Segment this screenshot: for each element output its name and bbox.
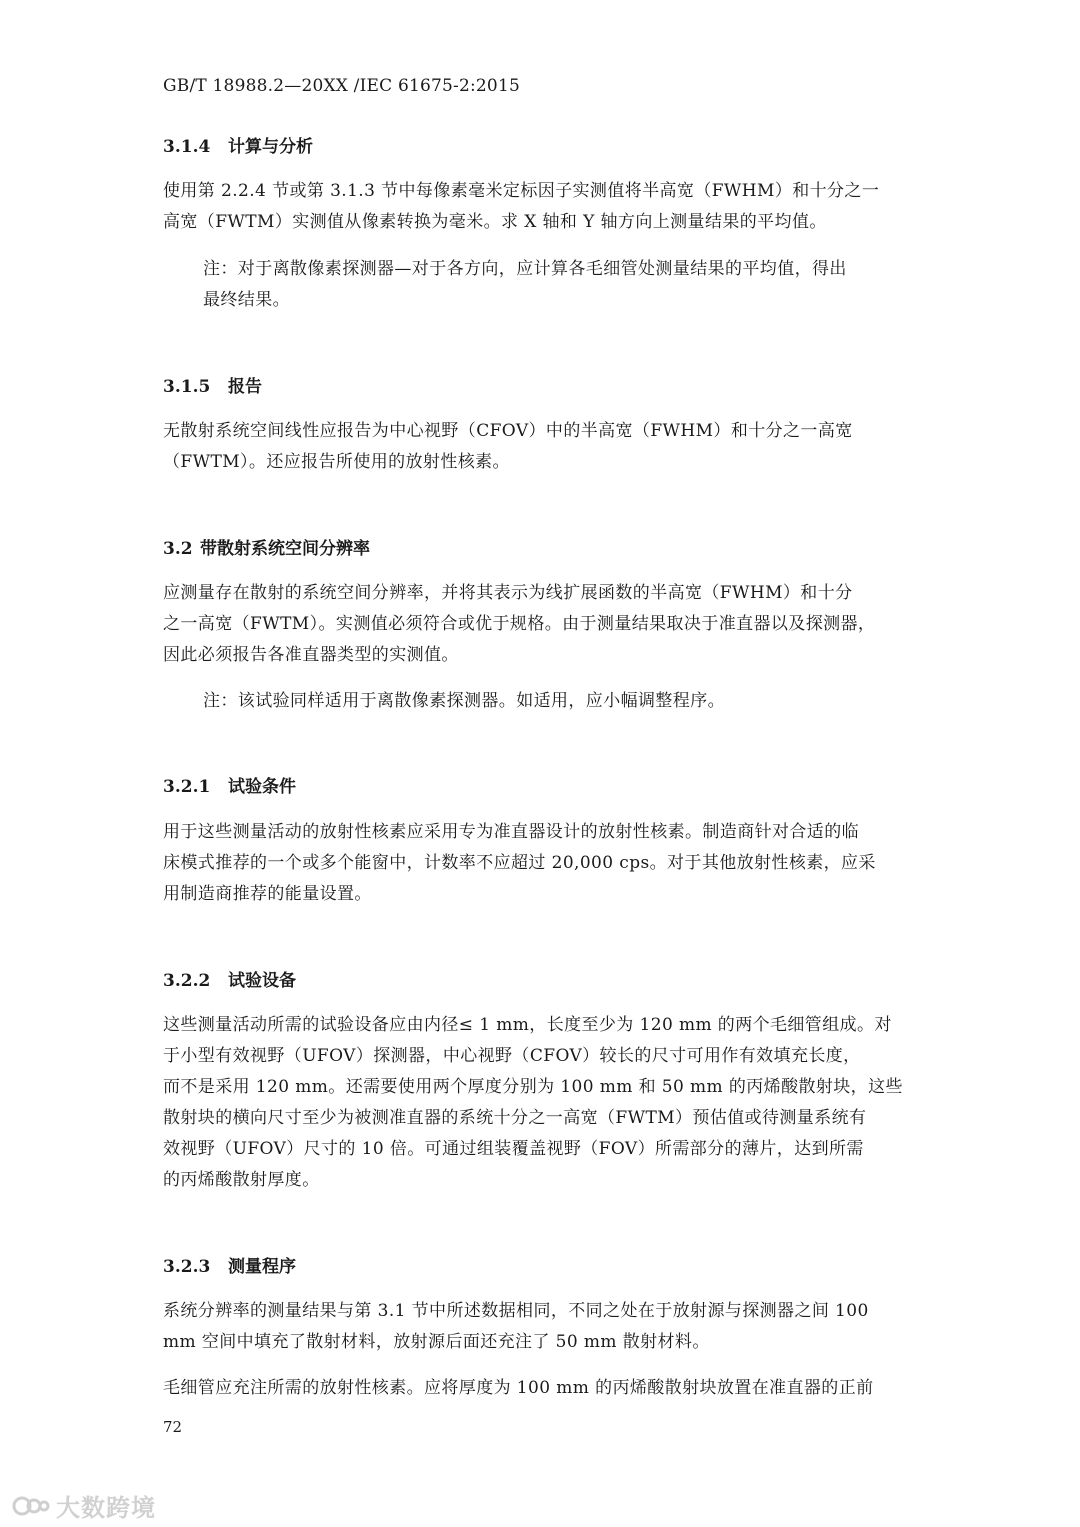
page-number: 72 [163,1418,183,1436]
section-title: 试验条件 [228,777,296,797]
note-line: 注：对于离散像素探测器—对于各方向，应计算各毛细管处测量结果的平均值，得出 [203,259,847,279]
section-heading-3-2-3 [163,1252,296,1277]
paragraph-line: 这些测量活动所需的试验设备应由内径≤ 1 mm，长度至少为 120 mm 的两个毛细管组成。对 [163,1015,892,1035]
paragraph-line: 床模式推荐的一个或多个能窗中，计数率不应超过 20,000 cps。对于其他放射性核素，应采 [163,853,876,873]
section-number: 3.2.2 [163,971,211,991]
section-number: 3.2.1 [163,777,211,797]
paragraph-line: 因此必须报告各准直器类型的实测值。 [163,645,459,665]
paragraph-line: 高宽（FWTM）实测值从像素转换为毫米。求 X 轴和 Y 轴方向上测量结果的平均值。 [163,212,827,232]
paragraph-line: 而不是采用 120 mm。还需要使用两个厚度分别为 100 mm 和 50 mm 的丙烯酸散射块，这些 [163,1077,903,1097]
watermark [12,1488,156,1523]
paragraph-line: （FWTM）。还应报告所使用的放射性核素。 [163,452,510,472]
note-line: 最终结果。 [203,290,290,310]
paragraph-line: 用于这些测量活动的放射性核素应采用专为准直器设计的放射性核素。制造商针对合适的临 [163,822,859,842]
section-heading-3-2-1 [163,772,296,797]
section-number: 3.2.3 [163,1257,211,1277]
section-heading-3-2 [163,534,370,559]
paragraph-line: 之一高宽（FWTM）。实测值必须符合或优于规格。由于测量结果取决于准直器以及探测器， [163,614,876,634]
section-number: 3.1.5 [163,377,211,397]
section-heading-3-2-2 [163,966,296,991]
paragraph-line: 使用第 2.2.4 节或第 3.1.3 节中每像素毫米定标因子实测值将半高宽（FWHM）和十分之一 [163,181,880,201]
section-title: 试验设备 [228,971,296,991]
section-number: 3.2 [163,539,193,559]
note-line: 注：该试验同样适用于离散像素探测器。如适用，应小幅调整程序。 [203,691,725,711]
paragraph-line: 的丙烯酸散射厚度。 [163,1170,320,1190]
paragraph-line: 散射块的横向尺寸至少为被测准直器的系统十分之一高宽（FWTM）预估值或待测量系统有 [163,1108,867,1128]
section-title: 带散射系统空间分辨率 [200,539,370,559]
paragraph-line: 用制造商推荐的能量设置。 [163,884,372,904]
section-title: 报告 [228,377,262,397]
section-title: 计算与分析 [228,137,313,157]
section-heading-3-1-5 [163,372,262,397]
paragraph-line: 应测量存在散射的系统空间分辨率，并将其表示为线扩展函数的半高宽（FWHM）和十分 [163,583,853,603]
paragraph-line: 于小型有效视野（UFOV）探测器，中心视野（CFOV）较长的尺寸可用作有效填充长度， [163,1046,861,1066]
watermark-logo-icon [12,1491,50,1521]
document-header: GB/T 18988.2—20XX /IEC 61675-2:2015 [163,76,520,96]
section-heading-3-1-4 [163,132,313,157]
paragraph-line: 系统分辨率的测量结果与第 3.1 节中所述数据相同，不同之处在于放射源与探测器之间 100 [163,1301,869,1321]
paragraph-line: 毛细管应充注所需的放射性核素。应将厚度为 100 mm 的丙烯酸散射块放置在准直器的正前 [163,1378,874,1398]
paragraph-line: 效视野（UFOV）尺寸的 10 倍。可通过组装覆盖视野（FOV）所需部分的薄片，达到所需 [163,1139,864,1159]
watermark-text: 大数跨境 [56,1494,156,1522]
paragraph-line: 无散射系统空间线性应报告为中心视野（CFOV）中的半高宽（FWHM）和十分之一高宽 [163,421,853,441]
section-title: 测量程序 [228,1257,296,1277]
section-number: 3.1.4 [163,137,211,157]
paragraph-line: mm 空间中填充了散射材料，放射源后面还充注了 50 mm 散射材料。 [163,1332,710,1352]
